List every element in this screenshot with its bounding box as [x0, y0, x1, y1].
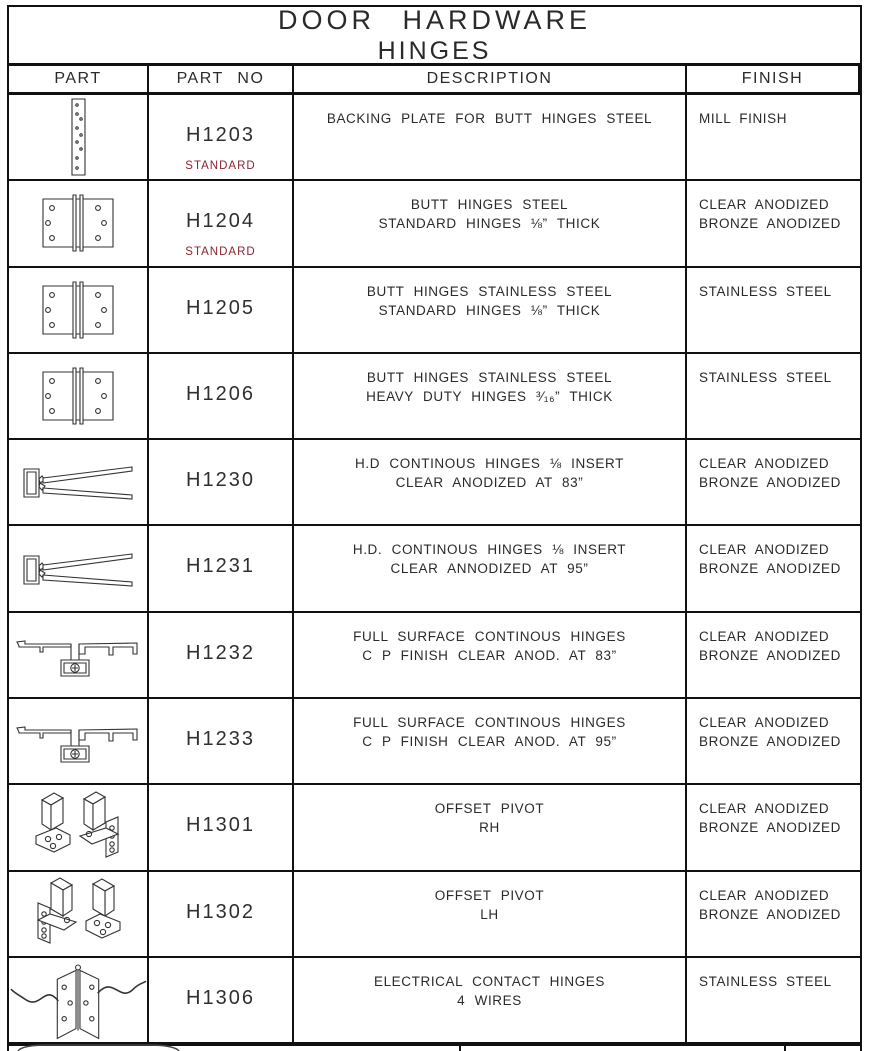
- title-block: [9, 4, 860, 66]
- description-line: C P FINISH CLEAR ANOD. AT 95”: [362, 734, 617, 750]
- description-line: RH: [479, 820, 500, 836]
- finish-line: MILL FINISH: [699, 111, 788, 126]
- finish-cell: [687, 958, 860, 1044]
- table-grid: [9, 66, 860, 1044]
- description-line: BUTT HINGES STAINLESS STEEL: [366, 369, 613, 385]
- part-cell: [9, 268, 149, 354]
- offset-pivot-lh-drawing: [26, 874, 130, 954]
- butt-hinge-drawing: [38, 279, 118, 341]
- finish-line: CLEAR ANODIZED: [699, 715, 830, 731]
- part-no: H1301: [186, 814, 255, 837]
- description-line: FULL SURFACE CONTINOUS HINGES: [353, 628, 626, 644]
- electrical-contact-hinge-drawing: [9, 959, 147, 1041]
- description-line: OFFSET PIVOT: [434, 801, 545, 817]
- part-cell: [9, 181, 149, 267]
- description-line: CLEAR ANNODIZED AT 95”: [390, 561, 589, 577]
- description-line: BUTT HINGES STEEL: [410, 197, 569, 213]
- part-no-cell: [149, 872, 294, 958]
- butt-hinge-drawing: [38, 365, 118, 427]
- finish-cell: [687, 354, 860, 440]
- standard-label: STANDARD: [185, 246, 256, 259]
- part-no: H1306: [186, 986, 255, 1009]
- column-header-description: DESCRIPTION: [294, 66, 687, 95]
- part-cell: [9, 526, 149, 612]
- finish-line: BRONZE ANODIZED: [699, 216, 842, 232]
- finish-line: CLEAR ANODIZED: [699, 628, 830, 644]
- description-line: STANDARD HINGES ⅛” THICK: [378, 302, 601, 318]
- description-cell: [294, 354, 687, 440]
- description-cell: [294, 785, 687, 871]
- standard-label: STANDARD: [185, 160, 256, 172]
- next-table-partial: [0, 1044, 870, 1051]
- finish-cell: [687, 181, 860, 267]
- page-subtitle: HINGES: [377, 36, 492, 65]
- description-line: STANDARD HINGES ⅛” THICK: [378, 216, 601, 232]
- part-cell: [9, 95, 149, 181]
- part-no: H1206: [186, 382, 255, 405]
- description-line: ELECTRICAL CONTACT HINGES: [373, 973, 606, 989]
- description-line: FULL SURFACE CONTINOUS HINGES: [353, 715, 626, 731]
- part-no-cell: [149, 440, 294, 526]
- part-cell: [9, 785, 149, 871]
- column-header-finish: FINISH: [687, 66, 860, 95]
- description-line: CLEAR ANODIZED AT 83”: [395, 475, 584, 491]
- finish-line: BRONZE ANODIZED: [699, 647, 842, 663]
- finish-cell: [687, 268, 860, 354]
- description-line: OFFSET PIVOT: [434, 887, 545, 903]
- part-cell: [9, 872, 149, 958]
- full-surface-hinge-drawing: [13, 624, 143, 686]
- finish-line: BRONZE ANODIZED: [699, 475, 842, 491]
- part-no: H1230: [186, 469, 255, 492]
- part-no: H1204: [186, 210, 255, 233]
- finish-cell: [687, 785, 860, 871]
- part-cell: [9, 440, 149, 526]
- finish-cell: [687, 95, 860, 181]
- description-line: BUTT HINGES STAINLESS STEEL: [366, 283, 613, 299]
- finish-line: STAINLESS STEEL: [699, 369, 832, 385]
- description-line: BACKING PLATE FOR BUTT HINGES STEEL: [326, 111, 653, 126]
- part-no: H1205: [186, 296, 255, 319]
- description-cell: [294, 872, 687, 958]
- part-cell: [9, 613, 149, 699]
- full-surface-hinge-drawing: [13, 710, 143, 772]
- finish-line: CLEAR ANODIZED: [699, 456, 830, 472]
- finish-line: CLEAR ANODIZED: [699, 197, 830, 213]
- finish-line: BRONZE ANODIZED: [699, 820, 842, 836]
- description-line: HEAVY DUTY HINGES ³⁄₁₆” THICK: [366, 388, 613, 404]
- part-no-cell: [149, 268, 294, 354]
- part-no-cell: [149, 613, 294, 699]
- finish-cell: [687, 613, 860, 699]
- column-header-part-no: PART NO: [149, 66, 294, 95]
- part-no-cell: [149, 181, 294, 267]
- part-cell: [9, 958, 149, 1044]
- description-cell: [294, 613, 687, 699]
- part-no: H1302: [186, 900, 255, 923]
- description-cell: [294, 268, 687, 354]
- part-no-cell: [149, 958, 294, 1044]
- column-header-part: PART: [9, 66, 149, 95]
- finish-cell: [687, 872, 860, 958]
- part-no-cell: [149, 526, 294, 612]
- finish-cell: [687, 699, 860, 785]
- part-no-cell: [149, 95, 294, 181]
- part-no-cell: [149, 699, 294, 785]
- part-no: H1232: [186, 641, 255, 664]
- offset-pivot-rh-drawing: [26, 788, 130, 868]
- finish-line: BRONZE ANODIZED: [699, 906, 842, 922]
- finish-line: BRONZE ANODIZED: [699, 561, 842, 577]
- finish-line: STAINLESS STEEL: [699, 283, 832, 299]
- description-line: H.D. CONTINOUS HINGES ⅛ INSERT: [352, 542, 627, 558]
- part-no-cell: [149, 354, 294, 440]
- part-no-cell: [149, 785, 294, 871]
- description-line: C P FINISH CLEAR ANOD. AT 83”: [362, 647, 617, 663]
- description-cell: [294, 699, 687, 785]
- backing-plate-drawing: [61, 97, 95, 177]
- finish-cell: [687, 440, 860, 526]
- part-no: H1233: [186, 728, 255, 751]
- description-cell: [294, 958, 687, 1044]
- continuous-hinge-drawing: [16, 452, 140, 512]
- description-line: LH: [480, 906, 499, 922]
- finish-line: CLEAR ANODIZED: [699, 542, 830, 558]
- finish-line: BRONZE ANODIZED: [699, 734, 842, 750]
- description-cell: [294, 95, 687, 181]
- page-title: DOOR HARDWARE: [277, 4, 591, 35]
- part-cell: [9, 699, 149, 785]
- finish-line: CLEAR ANODIZED: [699, 887, 830, 903]
- finish-line: CLEAR ANODIZED: [699, 801, 830, 817]
- part-cell: [9, 354, 149, 440]
- description-cell: [294, 440, 687, 526]
- description-line: H.D CONTINOUS HINGES ⅛ INSERT: [355, 456, 624, 472]
- part-no: H1203: [186, 124, 255, 146]
- butt-hinge-drawing: [38, 192, 118, 254]
- description-cell: [294, 181, 687, 267]
- part-no: H1231: [186, 555, 255, 578]
- continuous-hinge-drawing: [16, 539, 140, 599]
- description-line: 4 WIRES: [457, 992, 522, 1008]
- finish-line: STAINLESS STEEL: [699, 973, 832, 989]
- finish-cell: [687, 526, 860, 612]
- hinges-table: [7, 5, 862, 1046]
- description-cell: [294, 526, 687, 612]
